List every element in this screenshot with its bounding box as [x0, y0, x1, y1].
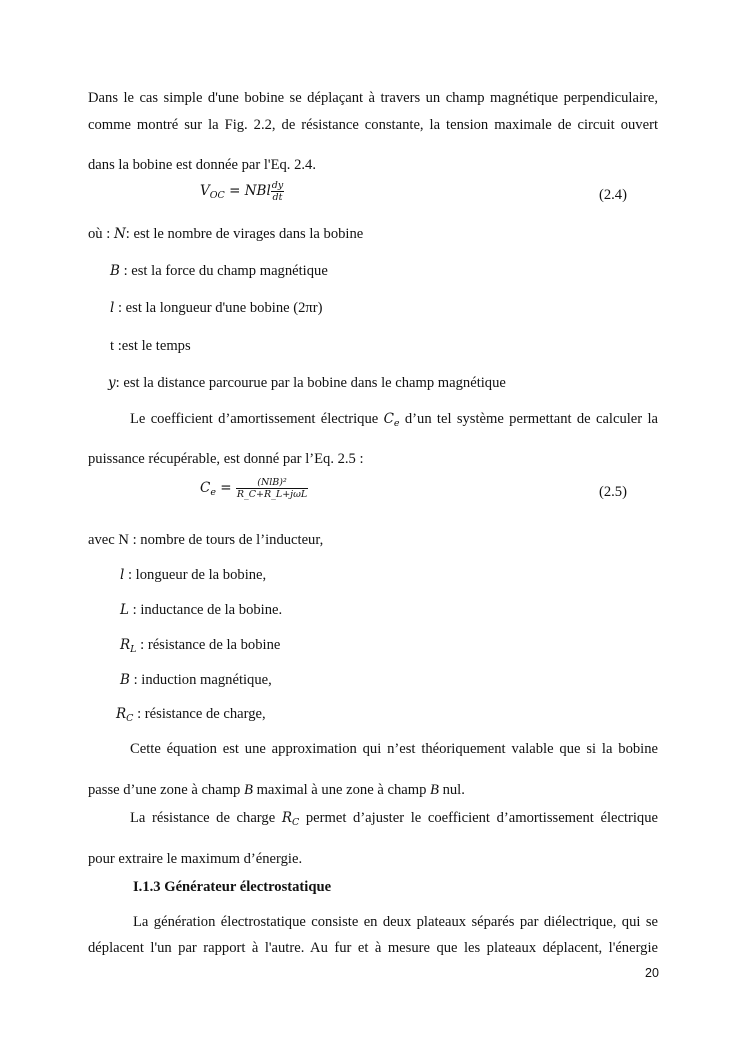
symbol-ce: C — [383, 411, 394, 427]
paragraph-3-text-b: maximal à une zone à champ — [252, 781, 431, 798]
section-heading: I.1.3 Générateur électrostatique — [133, 879, 332, 895]
symbol-rc-2: R — [281, 810, 292, 826]
definition-b-induction-text: : induction magnétique, — [129, 672, 272, 688]
definition-rc-text: : résistance de charge, — [133, 706, 266, 722]
definition-b-text: : est la force du champ magnétique — [119, 263, 328, 279]
definitions-intro: où : — [88, 226, 114, 242]
equation-2-5-lhs-sub: e — [210, 486, 216, 498]
symbol-b: B — [110, 263, 120, 279]
symbol-b-2: B — [120, 672, 130, 688]
symbol-rc-sub: C — [126, 713, 134, 724]
definition-t: t :est le temps — [110, 338, 191, 354]
equation-2-4-lhs-sub: OC — [209, 189, 225, 201]
definition-rc — [116, 706, 266, 723]
definition-l-longueur-text: : longueur de la bobine, — [124, 567, 267, 583]
equation-2-5-eq: = — [215, 479, 236, 496]
symbol-rc-2-sub: C — [291, 817, 300, 828]
definition-inductance-text: : inductance de la bobine. — [128, 602, 283, 618]
paragraph-3-text-a: passe d’une zone à champ — [88, 781, 245, 798]
symbol-y: y — [108, 375, 116, 391]
symbol-b-nul: B — [430, 781, 439, 798]
paragraph-3-line-1: Cette équation est une approximation qui n’est théoriquement valable que si la bobine — [130, 741, 658, 757]
paragraph-4-line-2: pour extraire le maximum d’énergie. — [88, 850, 303, 867]
paragraph-2-text-b: d’un tel système permettant de calculer la — [399, 411, 658, 427]
symbol-rl: R — [120, 637, 131, 653]
paragraph-1-line-3: dans la bobine est donnée par l'Eq. 2.4. — [88, 156, 316, 173]
definition-rl — [120, 637, 280, 654]
definition-rl-text: : résistance de la bobine — [136, 637, 281, 653]
definition-n — [88, 226, 363, 243]
equation-2-5-denominator: R_C+R_L+jωL — [236, 489, 308, 500]
paragraph-2-text-a: Le coefficient d’amortissement électrique — [130, 411, 384, 427]
symbol-rc: R — [116, 706, 127, 722]
equation-2-4-rhs: = NBl — [224, 182, 271, 199]
equation-2-4-numerator: dy — [271, 180, 284, 191]
paragraph-4-text-a: La résistance de charge — [130, 810, 282, 826]
symbol-ce-sub: e — [393, 418, 400, 429]
paragraph-3-line-2 — [88, 782, 465, 799]
equation-2-4-number: (2.4) — [599, 187, 627, 203]
equation-2-5-lhs: C — [200, 479, 211, 496]
equation-2-5-number: (2.5) — [599, 484, 627, 500]
equation-2-4-fraction — [271, 180, 284, 203]
paragraph-5-line-1: La génération électrostatique consiste en deux plateaux séparés par diélectrique, qui se — [133, 914, 658, 930]
definition-b-induction — [120, 672, 272, 689]
definition-inductance — [120, 602, 282, 619]
paragraph-1-line-1: Dans le cas simple d'une bobine se déplaçant à travers un champ magnétique perpendiculaire, — [88, 90, 658, 106]
definition-y — [108, 375, 506, 392]
paragraph-3-text-c: nul. — [438, 781, 465, 798]
equation-2-4-denominator: dt — [272, 192, 283, 203]
definition-y-text: : est la distance parcourue par la bobine dans le champ magnétique — [115, 375, 506, 391]
paragraph-2-line-2: puissance récupérable, est donné par l’Eq. 2.5 : — [88, 450, 364, 467]
equation-2-4-lhs: V — [200, 182, 210, 199]
definition-n-text: : est le nombre de virages dans la bobine — [125, 226, 364, 242]
definition-l-longueur — [120, 567, 266, 584]
symbol-l-2: l — [120, 567, 125, 583]
symbol-inductance: L — [120, 602, 129, 618]
paragraph-1-line-2: comme montré sur la Fig. 2.2, de résistance constante, la tension maximale de circuit ouvert — [88, 117, 658, 133]
paragraph-2-line-1 — [130, 411, 658, 428]
equation-2-5 — [200, 477, 308, 500]
equation-2-5-numerator: (NlB)² — [257, 477, 287, 488]
definition-l — [110, 300, 323, 317]
symbol-b-max: B — [244, 781, 253, 798]
definition-l-text: : est la longueur d'une bobine (2πr) — [114, 300, 323, 316]
paragraph-4-line-1 — [130, 810, 658, 827]
symbol-rl-sub: L — [130, 644, 137, 655]
symbol-l: l — [110, 300, 115, 316]
definition-n-tours: avec N : nombre de tours de l’inducteur, — [88, 532, 324, 548]
equation-2-5-fraction — [236, 477, 308, 500]
symbol-n: N — [113, 226, 126, 242]
paragraph-4-text-b: permet d’ajuster le coefficient d’amortissement électrique — [299, 810, 659, 826]
equation-2-4 — [200, 180, 284, 203]
paragraph-5-line-2: déplacent l'un par rapport à l'autre. Au fur et à mesure que les plateaux déplacent, l'énergie — [88, 940, 658, 956]
page-number: 20 — [645, 966, 659, 980]
definition-b — [110, 263, 328, 280]
